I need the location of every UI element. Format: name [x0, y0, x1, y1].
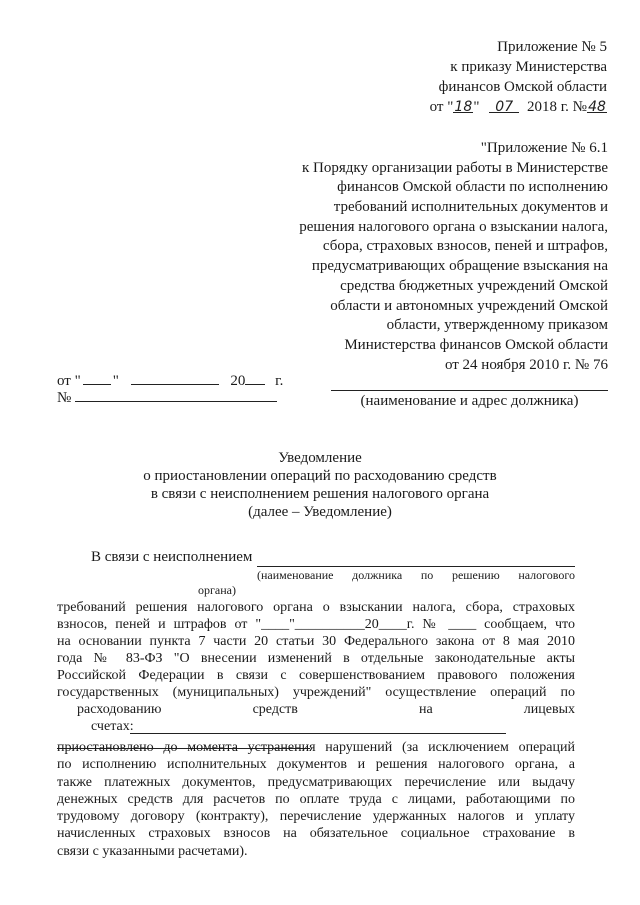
header-date-line: [307, 99, 607, 119]
form-date-day-blank: [83, 371, 111, 385]
annex-line: области, утвержденному приказом: [386, 317, 608, 334]
caption-word: по: [420, 568, 434, 582]
title-line: в связи с неисполнением решения налогового органа: [150, 486, 490, 502]
debtor-caption: (наименование и адрес должника): [360, 393, 579, 409]
body-intro: В связи с неисполнением: [91, 549, 253, 565]
para-line: государственных (муниципальных) учреждений" осуществление операций по: [57, 685, 575, 700]
annex-line: от 24 ноября 2010 г. № 76: [444, 356, 608, 373]
para-line: по исполнению исполнительных документов и решения налогового органа, а: [57, 757, 575, 773]
form-date-year: 20: [230, 373, 246, 389]
para-line: также платежных документов, предусматривающих перечисление или выдачу: [57, 774, 575, 790]
form-number-label: №: [57, 390, 72, 406]
form-date-month-blank: [131, 371, 219, 385]
spread-line: [57, 702, 575, 719]
annex-line: сбора, страховых взносов, пеней и штрафов,: [322, 238, 608, 255]
caption-word: налогового: [518, 568, 575, 582]
title-line: Уведомление: [278, 450, 362, 466]
form-number-field: [57, 388, 277, 407]
form-date-prefix: от ": [57, 373, 81, 389]
annex-line: области и автономных учреждений Омской: [330, 297, 608, 314]
accounts-line: [130, 733, 506, 734]
header-line: финансов Омской области: [438, 79, 607, 95]
annex-line: средства бюджетных учреждений Омской: [340, 277, 608, 294]
caption-word: решению: [451, 568, 500, 582]
paragraph-1: [57, 600, 575, 702]
caption-word: (наименование: [257, 568, 334, 582]
para-line: требований решения налогового органа о взыскании налога, сбора, страховых: [57, 600, 575, 615]
annex-block: [208, 140, 608, 376]
authority-name-line: [257, 566, 575, 567]
para-line-last: связи с указанными расчетами).: [57, 843, 248, 859]
annex-line: предусматривающих обращение взыскания на: [311, 258, 608, 275]
paragraph-2: [57, 740, 575, 861]
annex-line: "Приложение № 6.1: [480, 140, 608, 156]
para-line: Российской Федерации в связи с совершенствованием правового положения: [57, 668, 575, 683]
authority-caption-cont: органа): [198, 583, 236, 597]
para-line: года № 83-ФЗ "О внесении изменений в отдельные законодательные акты: [57, 651, 575, 666]
spread-word: средств: [252, 702, 298, 717]
date-month-handwritten: 07: [489, 99, 519, 113]
order-number-handwritten: 48: [588, 99, 606, 115]
para-line: приостановлено до момента устранения нарушений (за исключением операций: [57, 740, 575, 755]
para-line: трудовому договору (контракту), перечисление удержанных налогов и уплату: [57, 809, 575, 825]
spread-word: на: [418, 702, 433, 717]
header-block: [307, 39, 607, 119]
annex-line: требований исполнительных документов и: [333, 199, 608, 216]
notice-title: [0, 450, 640, 522]
date-day-handwritten: 18: [454, 99, 473, 115]
date-prefix: от ": [429, 99, 454, 115]
annex-line: финансов Омской области по исполнению: [337, 179, 608, 196]
title-line: о приостановлении операций по расходованию средств: [143, 468, 497, 484]
para-line: денежных средств для расчетов по оплате труда с лицами, работающими по: [57, 791, 575, 807]
para-line: взносов, пеней и штрафов от "____"__________20____г. № ____ сообщаем, что: [57, 617, 575, 632]
header-line: к приказу Министерства: [450, 59, 607, 75]
annex-line: Министерства финансов Омской области: [344, 336, 608, 353]
para-line: на основании пункта 7 части 20 статьи 30 Федерального закона от 8 мая 2010: [57, 634, 575, 649]
title-line: (далее – Уведомление): [248, 504, 392, 520]
annex-line: к Порядку организации работы в Министерстве: [302, 159, 608, 176]
spread-word: лицевых: [523, 702, 575, 717]
accounts-label: счетах:: [91, 719, 134, 734]
form-date-suffix: г.: [275, 373, 284, 389]
form-number-blank: [75, 388, 277, 402]
authority-caption: [257, 568, 575, 582]
header-line: Приложение № 5: [497, 39, 607, 55]
caption-word: должника: [352, 568, 403, 582]
form-date-quote: ": [112, 373, 119, 389]
debtor-name-line: [331, 390, 608, 391]
date-mid: ": [473, 99, 480, 115]
annex-line: решения налогового органа о взыскании налога,: [299, 218, 608, 235]
spread-word: расходованию: [77, 702, 162, 717]
para-line: начисленных страховых взносов на обязательное социальное страхование в: [57, 826, 575, 842]
form-date-year-blank: [245, 371, 265, 385]
date-year: 2018 г. №: [526, 99, 587, 115]
